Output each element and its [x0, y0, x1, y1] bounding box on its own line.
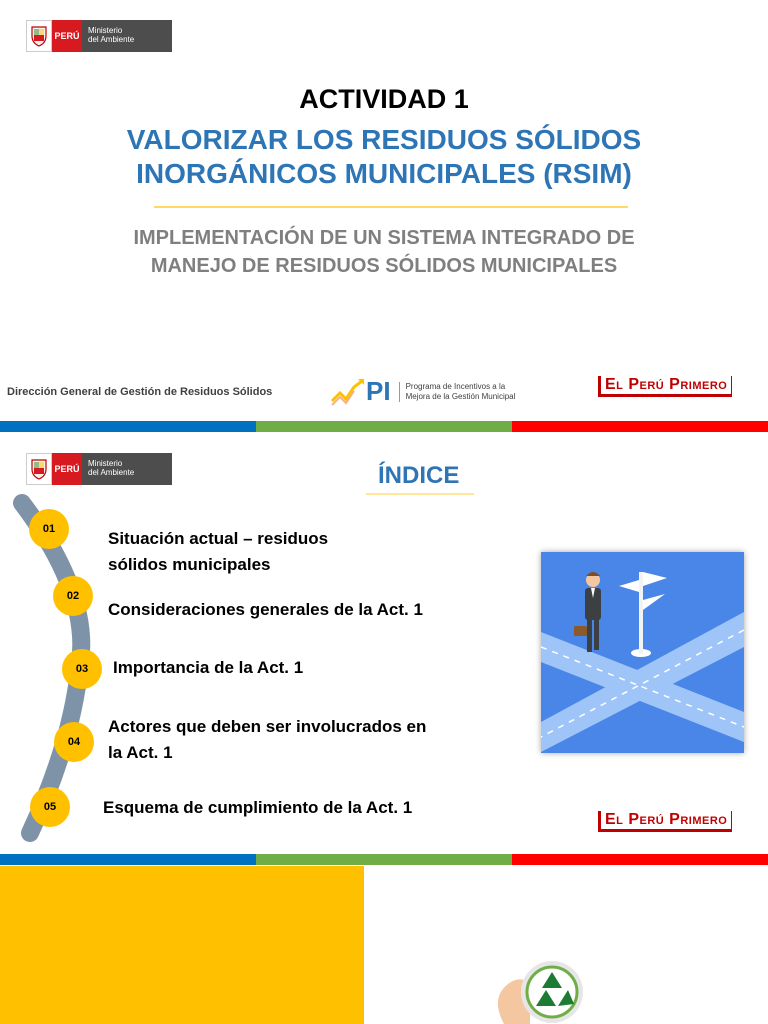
index-title-underline	[366, 493, 474, 495]
index-badge-04: 04	[54, 722, 94, 762]
ministry-logo	[26, 20, 172, 52]
index-badge-01: 01	[29, 509, 69, 549]
slide-cover	[0, 0, 768, 433]
index-item-02[interactable]: Consideraciones generales de la Act. 1	[108, 600, 423, 619]
color-stripe	[0, 854, 768, 865]
slogan-logo: El Perú Primero	[598, 811, 732, 832]
pi-label: PI	[366, 376, 391, 406]
index-item-04[interactable]: Actores que deben ser involucrados en la Act. 1	[108, 717, 427, 762]
main-title: VALORIZAR LOS RESIDUOS SÓLIDOS INORGÁNICOS MUNICIPALES (RSIM)	[126, 124, 642, 189]
growth-chart-icon	[330, 377, 366, 407]
slide-index	[0, 433, 768, 866]
yellow-panel	[0, 866, 364, 1024]
peru-shield-icon	[26, 453, 52, 485]
recycle-icon	[484, 958, 594, 1024]
peru-label: PERÚ	[52, 20, 82, 52]
index-item-03[interactable]: Importancia de la Act. 1	[113, 658, 304, 677]
pi-logo	[330, 376, 519, 407]
title-divider	[154, 206, 628, 208]
index-badge-03: 03	[62, 649, 102, 689]
activity-title: ACTIVIDAD 1	[299, 84, 469, 114]
peru-label: PERÚ	[52, 453, 82, 485]
slide-partial	[0, 866, 768, 1024]
index-item-01[interactable]: Situación actual – residuos sólidos municipales	[108, 529, 329, 574]
color-stripe	[0, 421, 768, 432]
subtitle: IMPLEMENTACIÓN DE UN SISTEMA INTEGRADO DE MANEJO DE RESIDUOS SÓLIDOS MUNICIPALES	[133, 227, 635, 277]
ministry-name: Ministerio del Ambiente	[82, 20, 172, 52]
index-title: ÍNDICE	[378, 462, 460, 489]
slogan-logo: El Perú Primero	[598, 376, 732, 397]
index-item-05[interactable]: Esquema de cumplimiento de la Act. 1	[103, 798, 413, 817]
ministry-logo	[26, 453, 172, 485]
peru-shield-icon	[26, 20, 52, 52]
footer-organization: Dirección General de Gestión de Residuos Sólidos	[7, 386, 273, 398]
index-badge-05: 05	[30, 787, 70, 827]
crossroads-illustration	[541, 552, 744, 753]
ministry-name: Ministerio del Ambiente	[82, 453, 172, 485]
pi-program-name: Programa de Incentivos a la Mejora de la Gestión Municipal	[399, 382, 519, 402]
index-badge-02: 02	[53, 576, 93, 616]
